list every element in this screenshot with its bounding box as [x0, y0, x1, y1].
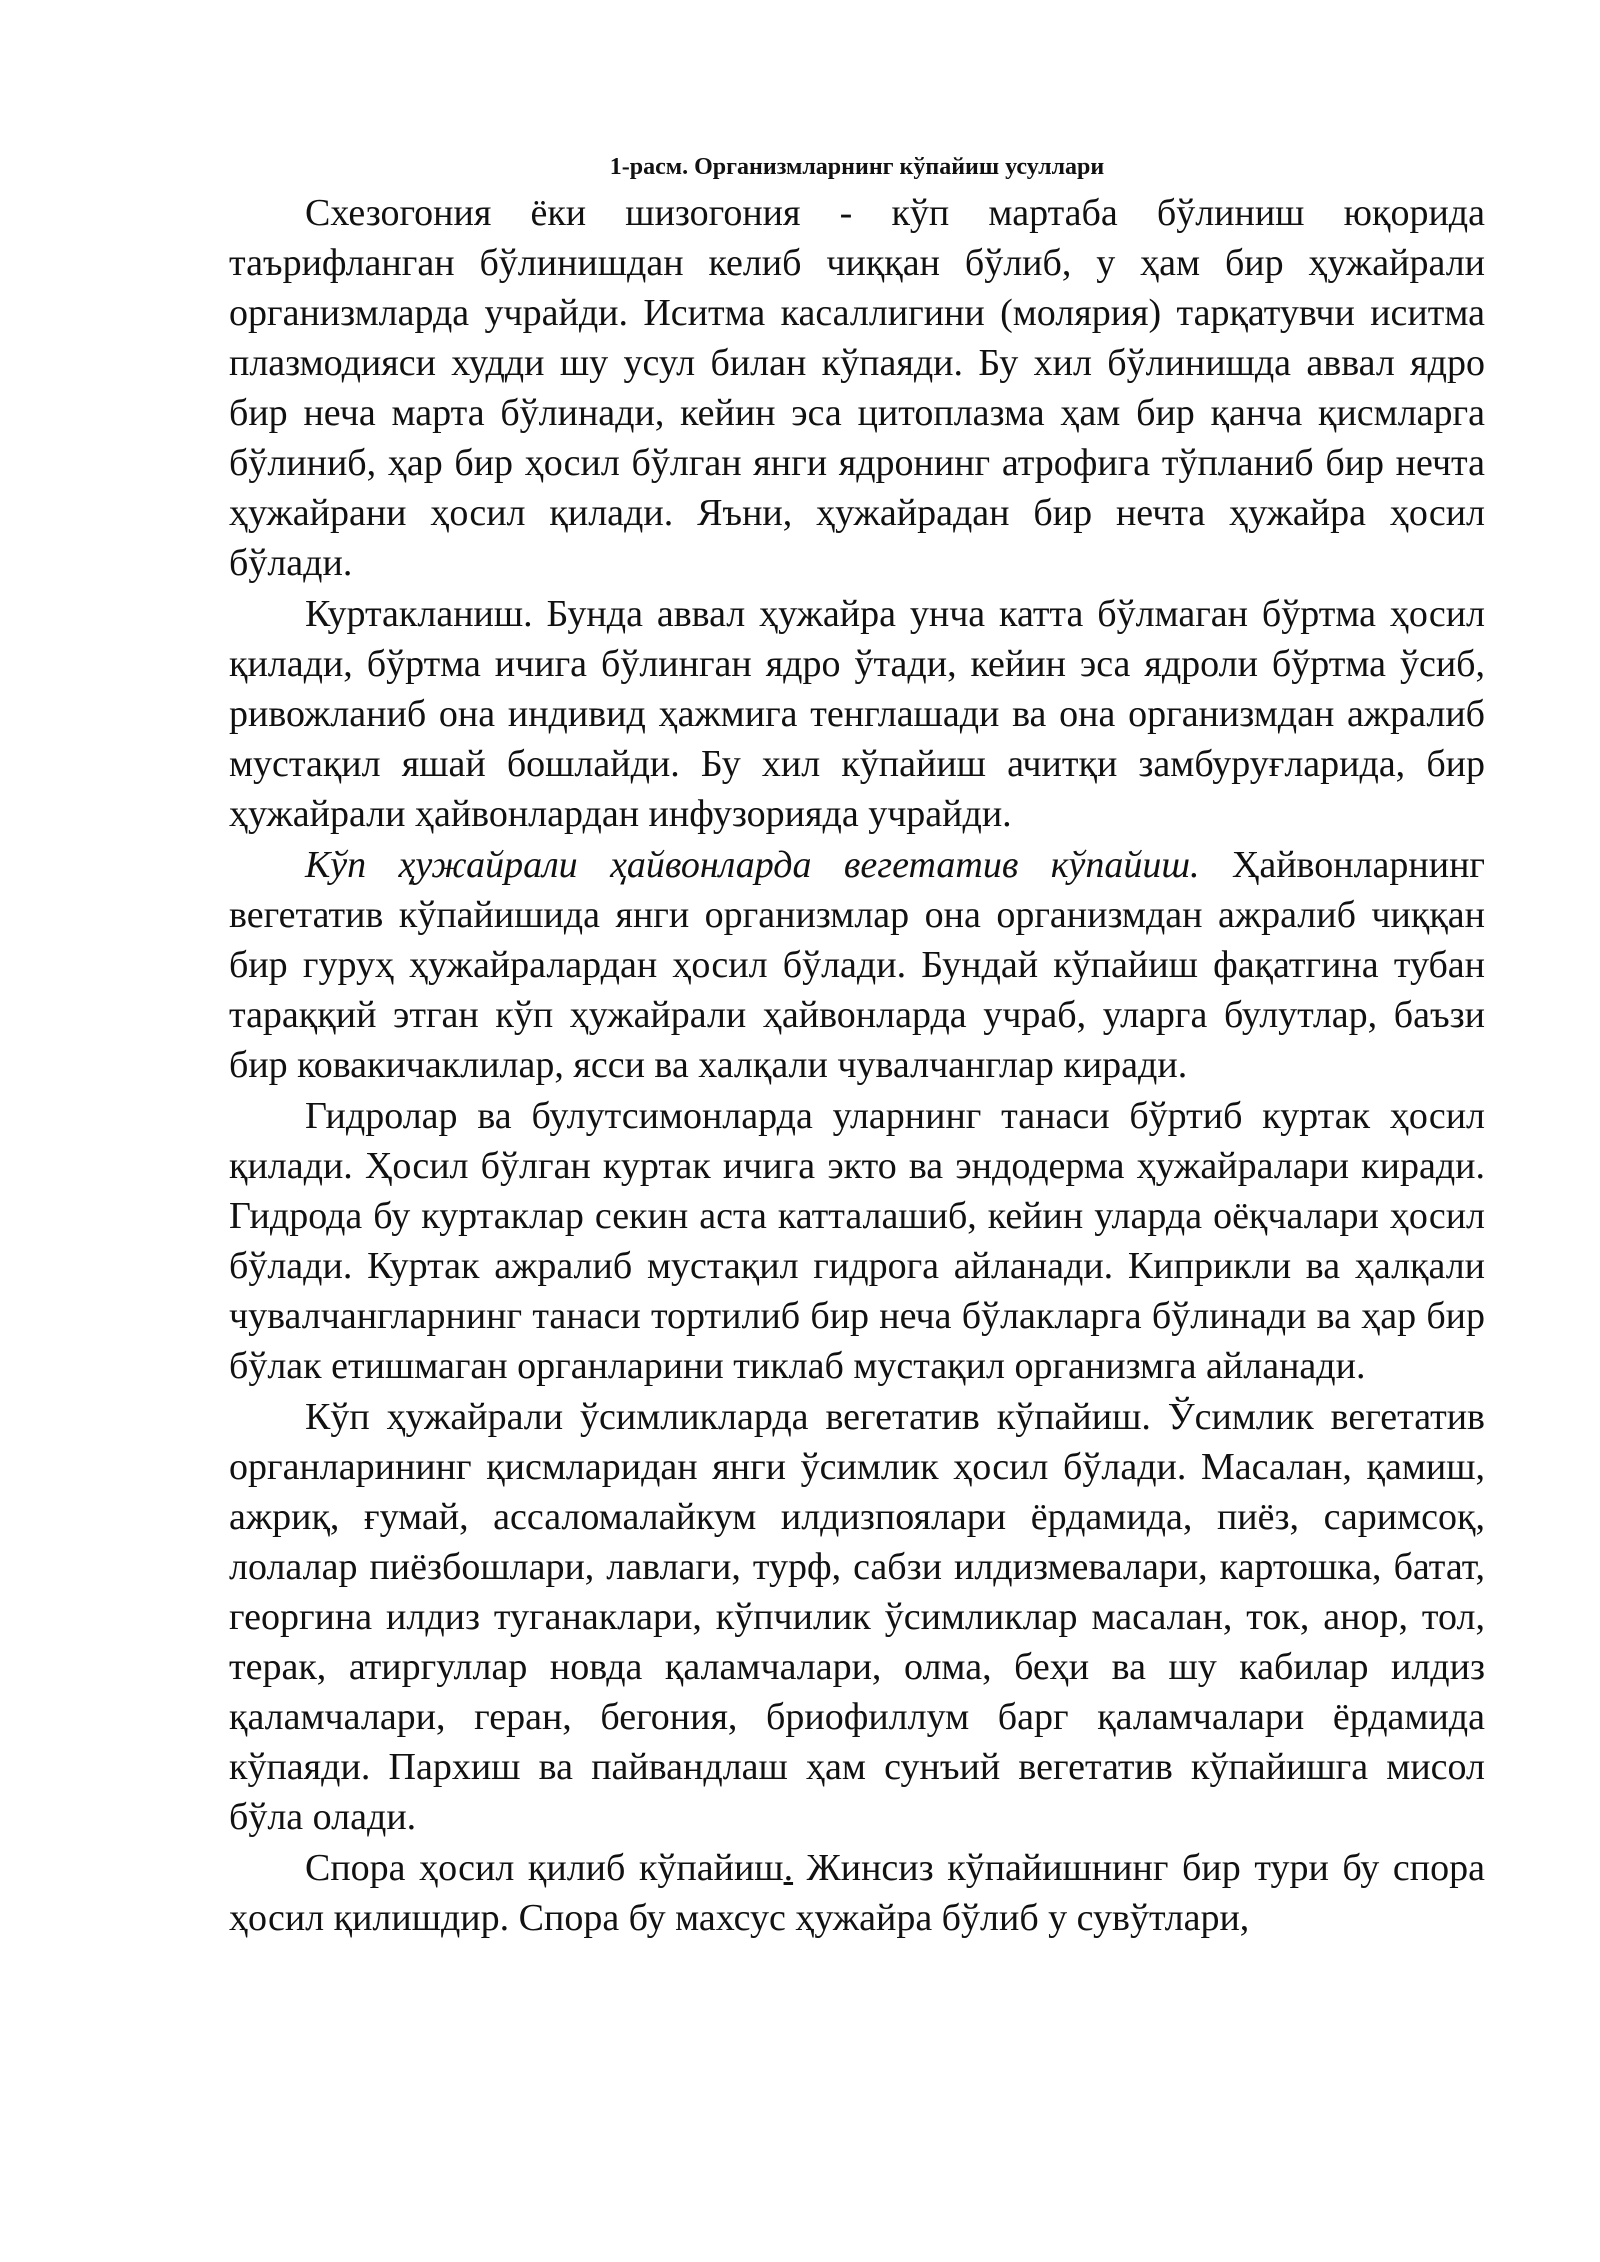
- paragraph-lead-italic: Кўп ҳужайрали ҳайвонларда вегетатив кўпайиш.: [305, 844, 1200, 886]
- paragraph-text: Схезогония ёки шизогония - кўп мартаба бўлиниш юқорида таърифланган бўлинишдан келиб чиққан бўлиб, у ҳам бир ҳужайрали организмларда учрайди. Иситма касаллигини (молярия) тарқатувчи иситма плазмодияси худди шу усул билан кўпаяди. Бу хил бўлинишда аввал ядро бир неча марта бўлинади, кейин эса цитоплазма ҳам бир қанча қисмларга бўлиниб, ҳар бир ҳосил бўлган янги ядронинг атрофига тўпланиб бир нечта ҳужайрани ҳосил қилади. Яъни, ҳужайрадан бир нечта ҳужайра ҳосил бўлади.: [229, 192, 1485, 584]
- paragraph-hydra: [229, 1091, 1485, 1391]
- paragraph-text: Жинсиз кўпайишнинг бир тури бу спора ҳосил қилишдир. Спора бу махсус ҳужайра бўлиб у сувўтлари,: [229, 1847, 1485, 1939]
- paragraph-schizogony: [229, 188, 1485, 588]
- paragraph-budding: [229, 589, 1485, 839]
- paragraph-lead: Спора ҳосил қилиб кўпайиш: [305, 1847, 784, 1889]
- paragraph-lead-period: .: [783, 1847, 794, 1889]
- paragraph-text: Гидролар ва булутсимонларда уларнинг танаси бўртиб куртак ҳосил қилади. Ҳосил бўлган куртак ичига экто ва эндодерма ҳужайралари киради. Гидрода бу куртаклар секин аста катталашиб, кейин уларда оёқчалари ҳосил бўлади. Куртак ажралиб мустақил гидрога айланади. Киприкли ва ҳалқали чувалчангларнинг танаси тортилиб бир неча бўлакларга бўлинади ва ҳар бир бўлак етишмаган органларини тиклаб мустақил организмга айланади.: [229, 1095, 1485, 1387]
- page-content: [229, 150, 1485, 1944]
- paragraph-text: Куртакланиш. Бунда аввал ҳужайра унча катта бўлмаган бўртма ҳосил қилади, бўртма ичига бўлинган ядро ўтади, кейин эса ядроли бўртма ўсиб, ривожланиб она индивид ҳажмига тенглашади ва она организмдан ажралиб мустақил яшай бошлайди. Бу хил кўпайиш ачитқи замбуруғларида, бир ҳужайрали ҳайвонлардан инфузорияда учрайди.: [229, 593, 1485, 835]
- paragraph-text: Кўп ҳужайрали ўсимликларда вегетатив кўпайиш. Ўсимлик вегетатив органларининг қисмларидан янги ўсимлик ҳосил бўлади. Масалан, қамиш, ажриқ, ғумай, ассаломалайкум илдизпоялари ёрдамида, пиёз, саримсоқ, лолалар пиёзбошлари, лавлаги, турф, сабзи илдизмевалари, картошка, батат, георгина илдиз туганаклари, кўпчилик ўсимликлар масалан, ток, анор, тол, терак, атиргуллар новда қаламчалари, олма, беҳи ва шу кабилар илдиз қаламчалари, геран, бегония, бриофиллум барг қаламчалари ёрдамида кўпаяди. Пархиш ва пайвандлаш ҳам сунъий вегетатив кўпайишга мисол бўла олади.: [229, 1396, 1485, 1838]
- figure-caption: 1-расм. Организмларнинг кўпайиш усуллари: [609, 154, 1105, 180]
- paragraph-plant-vegetative: [229, 1392, 1485, 1842]
- paragraph-spore: [229, 1843, 1485, 1943]
- paragraph-animal-vegetative: [229, 840, 1485, 1090]
- paragraph-text: Ҳайвонларнинг вегетатив кўпайишида янги организмлар она организмдан ажралиб чиққан бир гуруҳ ҳужайралардан ҳосил бўлади. Бундай кўпайиш фақатгина тубан тараққий этган кўп ҳужайрали ҳайвонларда учраб, уларга булутлар, баъзи бир ковакичаклилар, ясси ва халқали чувалчанглар киради.: [229, 844, 1485, 1086]
